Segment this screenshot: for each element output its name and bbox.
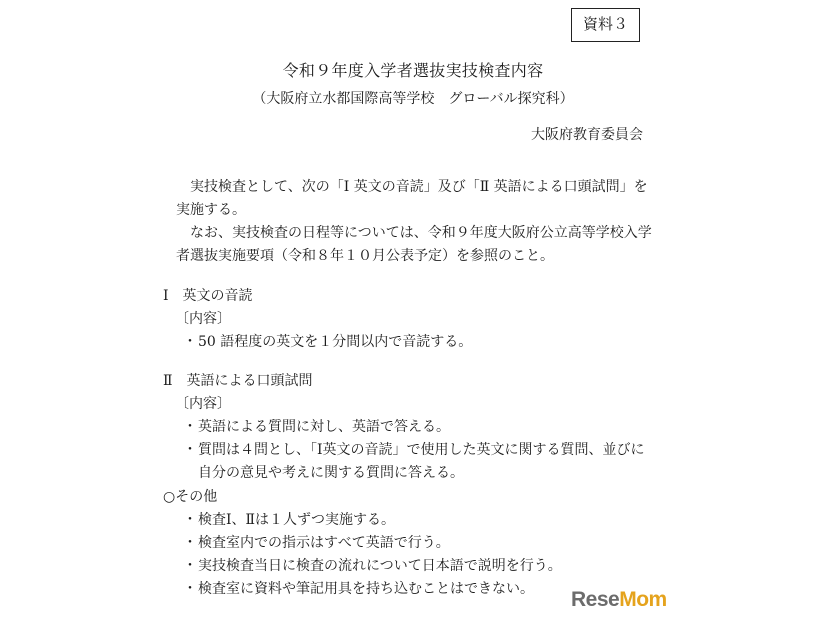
list-item: ・ 実技検査当日に検査の流れについて日本語で説明を行う。 xyxy=(187,555,657,578)
list-item: ・ 50 語程度の英文を１分間以内で音読する。 xyxy=(187,331,657,354)
list-item: ・ 質問は４問とし、「Ⅰ英文の音読」で使用した英文に関する質問、並びに自分の意見や考えに関する質問に答える。 xyxy=(187,439,657,485)
section-heading: Ⅱ 英語による口頭試問 xyxy=(163,373,313,389)
list-item: ・ 英語による質問に対し、英語で答える。 xyxy=(187,416,657,439)
resemom-logo xyxy=(571,588,667,612)
section-heading: Ⅰ 英文の音読 xyxy=(163,288,253,304)
section-oral-exam xyxy=(163,370,657,485)
document-subtitle: （大阪府立水都国際高等学校 グローバル探究科） xyxy=(252,91,574,107)
section-heading: ○その他 xyxy=(163,489,218,505)
section-list xyxy=(163,331,657,354)
intro-paragraph-1: 実技検査として、次の「Ⅰ 英文の音読」及び「Ⅱ 英語による口頭試問」を実施する。 xyxy=(176,179,648,218)
section-list xyxy=(163,416,657,485)
list-item: ・ 検査室内での指示はすべて英語で行う。 xyxy=(187,532,657,555)
intro-paragraph-2: なお、実技検査の日程等については、令和９年度大阪府公立高等学校入学者選抜実施要項（令和８年１０月公表予定）を参照のこと。 xyxy=(176,225,652,264)
section-subheading: 〔内容〕 xyxy=(175,396,231,412)
intro-text xyxy=(176,176,656,268)
document-label-box: 資料３ xyxy=(571,8,640,42)
section-reading xyxy=(163,285,657,354)
list-item: ・ 検査室に資料や筆記用具を持ち込むことはできない。 xyxy=(187,578,657,601)
section-other xyxy=(163,486,657,601)
section-subheading: 〔内容〕 xyxy=(175,311,231,327)
issuer-name: 大阪府教育委員会 xyxy=(531,127,643,143)
list-item: ・ 検査Ⅰ、Ⅱは１人ずつ実施する。 xyxy=(187,509,657,532)
document-title: 令和９年度入学者選抜実技検査内容 xyxy=(282,61,544,80)
logo-text-part1: Rese xyxy=(571,588,620,611)
logo-text-part2: Mom xyxy=(619,588,667,611)
